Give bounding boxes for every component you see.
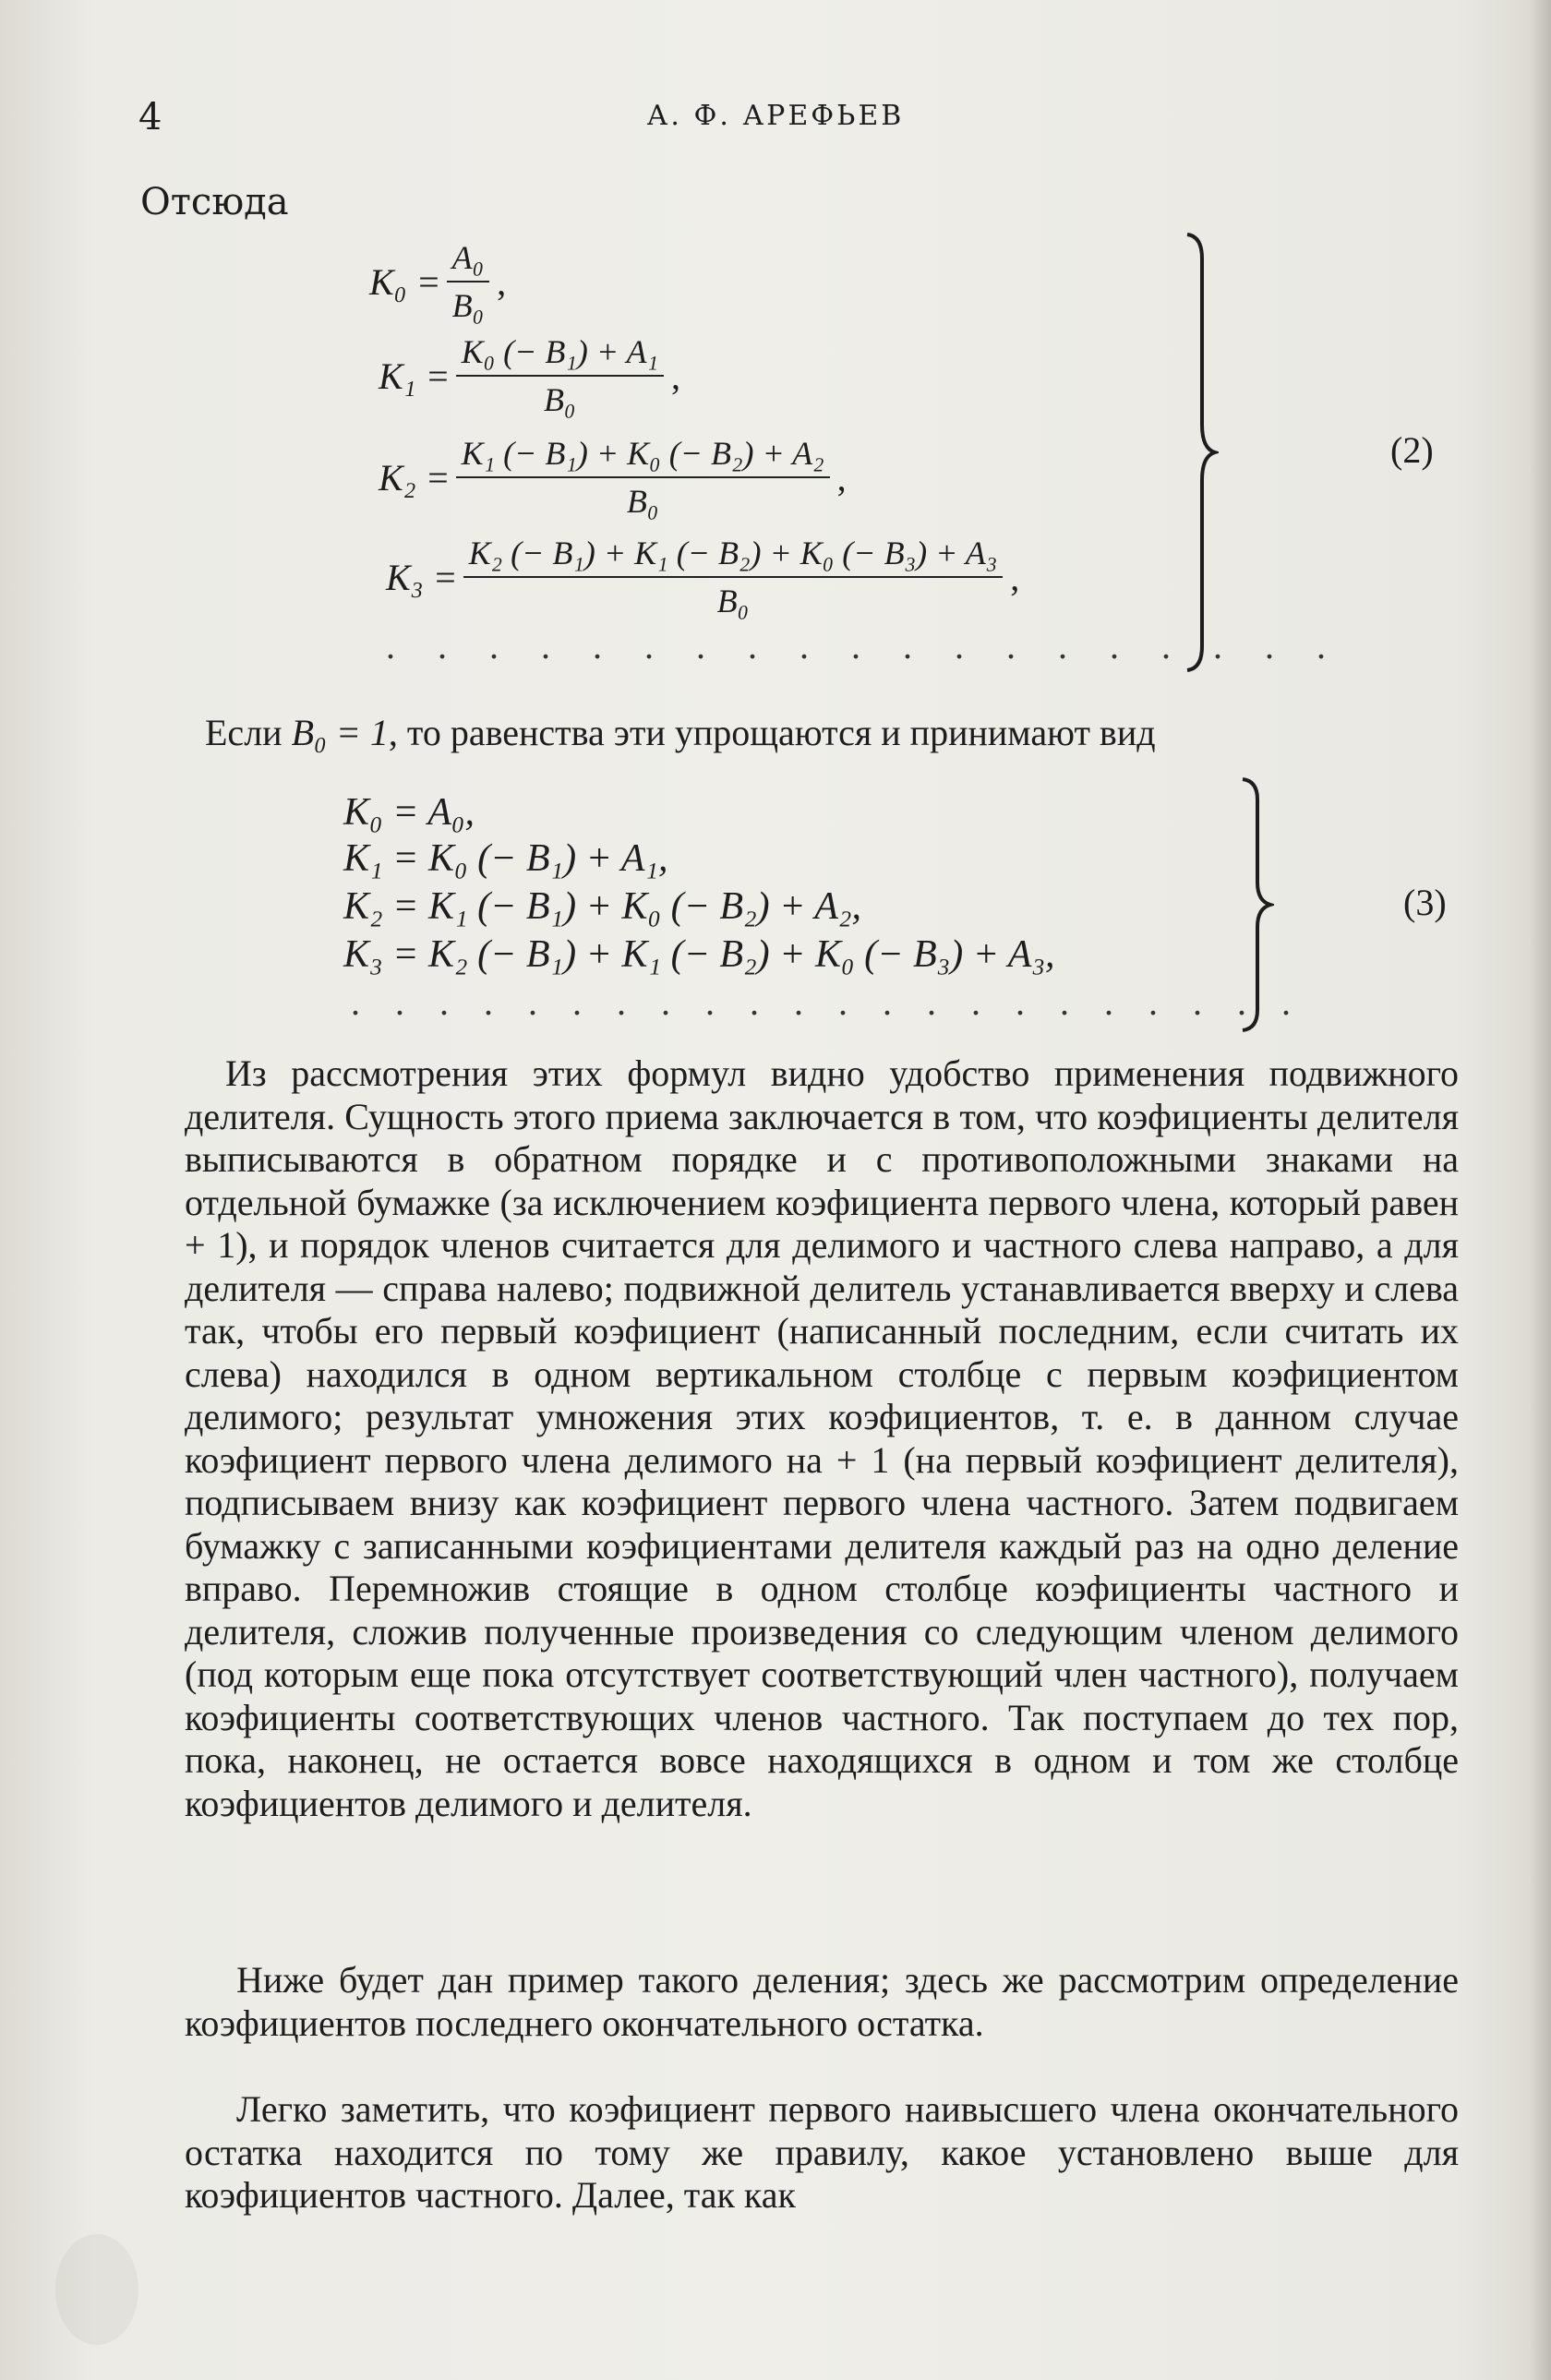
running-head: А. Ф. АРЕФЬЕВ xyxy=(646,100,905,132)
equation-row xyxy=(369,238,506,325)
equation-row: K₀ = A₀, xyxy=(343,791,475,834)
sentence-text: Если xyxy=(205,712,292,753)
body-paragraph: Из рассмотрения этих формул видно удобство применения подвижного делителя. Сущность этого приема заключается в том, что коэфициенты делителя выписываются в обратном порядке и с противоположными знаками на отдельной бумажке (за исключением коэфициента первого члена, который равен + 1), и порядок членов считается для делимого и частного слева направо, а для делителя — справа налево; подвижной делитель устанавливается вверху и слева так, чтобы его первый коэфициент (написанный последним, если считать их слева) находился в одном вертикальном столбце с первым коэфициентом делимого; результат умножения этих коэфициентов, т. е. в данном случае коэфициент первого члена делимого на + 1 (на первый коэфициент делителя), подписываем внизу как коэфициент первого члена частного. Затем подвигаем бумажку с записанными коэфициентами делителя каждый раз на одно деление вправо. Перемножив стоящие в одном столбце коэфициенты частного и делителя, сложив полученные произведения со следующим членом делимого (под которым еще пока отсутствует соответствующий член частного), получаем коэфициенты соответствующих членов частного. Так поступаем до тех пор, пока, наконец, не остается вовсе находящихся в одном и том же столбце коэфициентов делимого и делителя. xyxy=(185,1052,1459,1824)
punctuation: , xyxy=(497,260,507,303)
equation-lhs: K₃ = xyxy=(386,556,458,598)
punctuation: , xyxy=(836,456,847,499)
equation-number: (2) xyxy=(1390,429,1434,471)
denominator: B₀ xyxy=(451,287,485,324)
fraction xyxy=(456,332,664,419)
equation-row xyxy=(379,434,847,521)
page-number: 4 xyxy=(138,96,162,138)
equation-lhs: K₀ = xyxy=(369,260,441,303)
page-edge xyxy=(1531,0,1551,2380)
equation-lhs: K₁ = xyxy=(379,355,451,397)
continuation-dots: . . . . . . . . . . . . . . . . . . . xyxy=(386,625,1342,667)
equation-number: (3) xyxy=(1403,882,1447,923)
numerator: A₀ xyxy=(447,238,490,282)
fraction xyxy=(463,534,1004,620)
equation-row: K₁ = K₀ (− B₁) + A₁, xyxy=(343,837,668,880)
denominator: B₀ xyxy=(544,381,576,418)
fraction xyxy=(447,238,490,325)
right-brace xyxy=(1237,775,1274,1034)
equation-row xyxy=(386,534,1019,620)
right-brace xyxy=(1182,231,1219,674)
equation-row xyxy=(379,332,680,419)
numerator: K₂ (− B₁) + K₁ (− B₂) + K₀ (− B₃) + A₃ xyxy=(463,534,1004,578)
denominator: B₀ xyxy=(626,483,659,520)
transition-sentence xyxy=(205,711,1156,754)
continuation-dots: . . . . . . . . . . . . . . . . . . . . . . xyxy=(351,981,1304,1023)
sentence-text: , то равенства эти упрощаются и принимают вид xyxy=(388,712,1156,753)
inline-math: B₀ = 1 xyxy=(291,712,389,753)
body-paragraph: Ниже будет дан пример такого деления; здесь же рассмотрим определение коэфициентов последнего окончательного остатка. xyxy=(185,1959,1459,2044)
body-paragraph: Легко заметить, что коэфициент первого наивысшего члена окончательного остатка находится по тому же правилу, какое установлено выше для коэфициентов частного. Далее, так как xyxy=(185,2088,1459,2216)
equation-row: K₂ = K₁ (− B₁) + K₀ (− B₂) + A₂, xyxy=(343,885,862,928)
equation-row: K₃ = K₂ (− B₁) + K₁ (− B₂) + K₀ (− B₃) + A₃, xyxy=(343,933,1055,976)
punctuation: , xyxy=(1010,556,1020,598)
intro-word: Отсюда xyxy=(140,181,289,223)
equation-lhs: K₂ = xyxy=(379,456,451,499)
denominator: B₀ xyxy=(716,583,750,619)
fraction xyxy=(456,434,830,521)
numerator: K₁ (− B₁) + K₀ (− B₂) + A₂ xyxy=(456,434,830,478)
paper-stain xyxy=(55,2234,138,2345)
numerator: K₀ (− B₁) + A₁ xyxy=(456,332,664,377)
punctuation: , xyxy=(671,355,681,397)
